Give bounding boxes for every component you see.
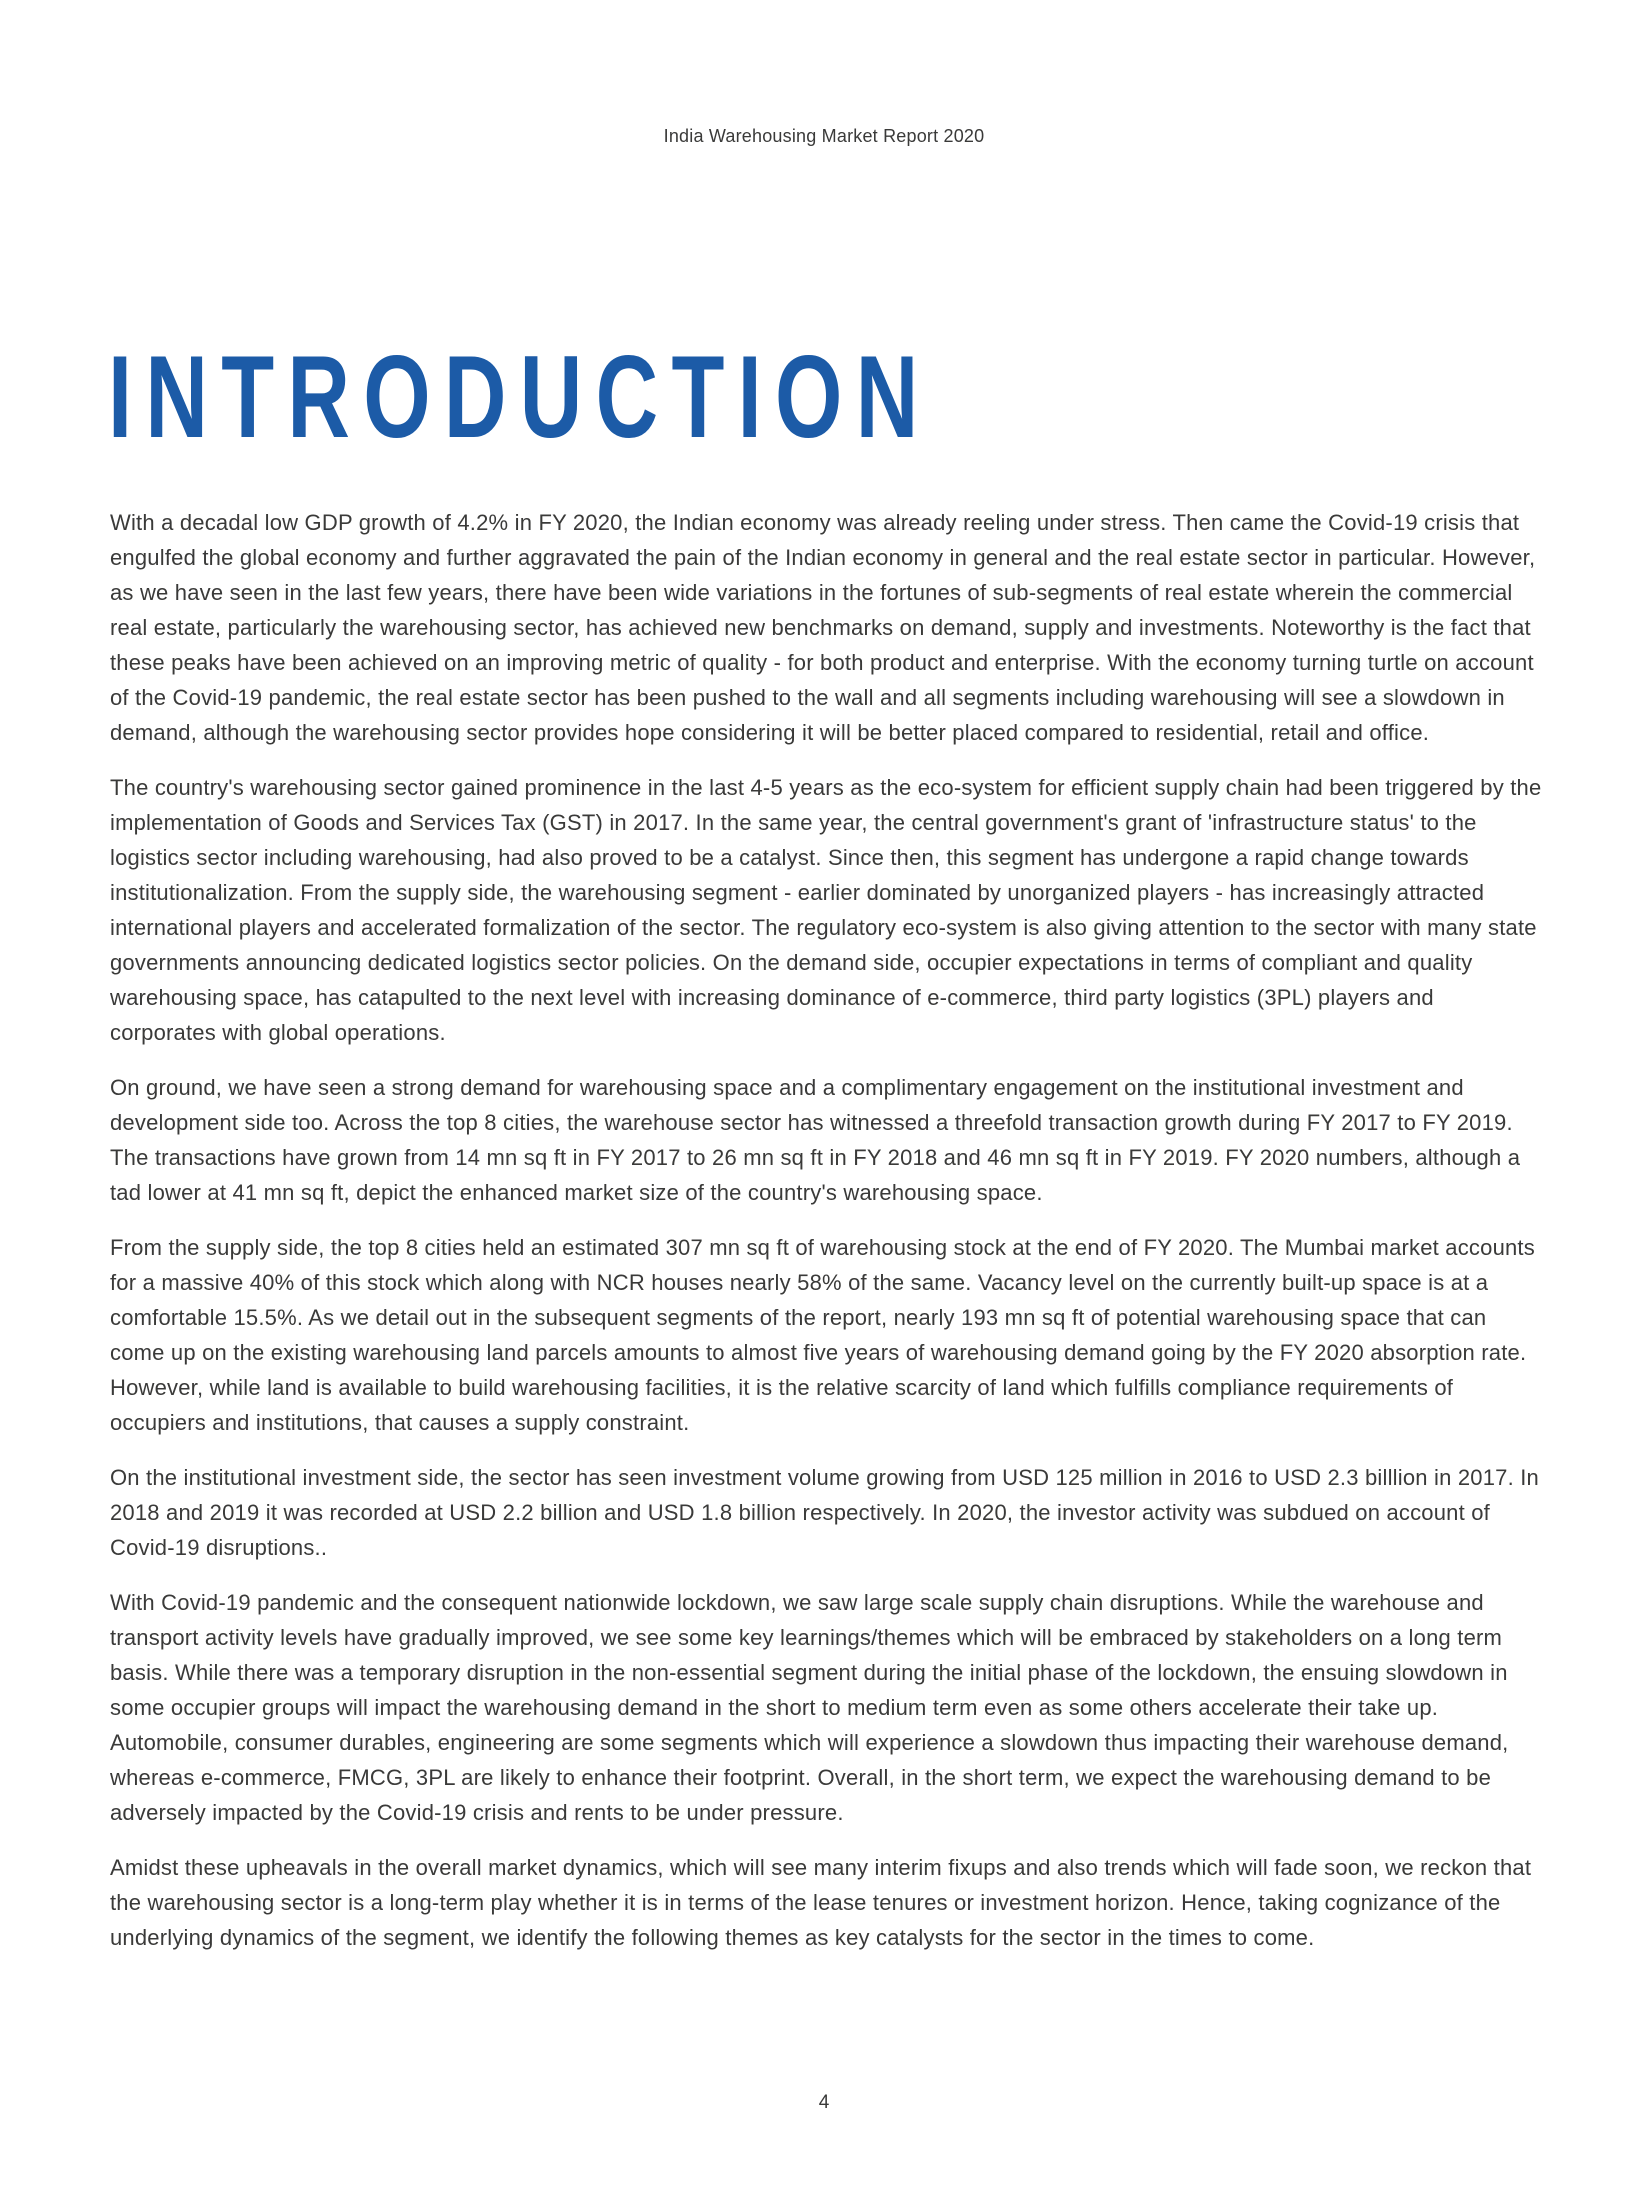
body-content	[110, 505, 1542, 1975]
paragraph: Amidst these upheavals in the overall market dynamics, which will see many interim fixups and also trends which will fade soon, we reckon that the warehousing sector is a long-term play whether it is in terms of the lease tenures or investment horizon. Hence, taking cognizance of the underlying dynamics of the segment, we identify the following themes as key catalysts for the sector in the times to come.	[110, 1855, 1532, 1950]
running-header: India Warehousing Market Report 2020	[663, 126, 985, 146]
page-number: 4	[818, 2092, 830, 2113]
paragraph: The country's warehousing sector gained prominence in the last 4-5 years as the eco-system for efficient supply chain had been triggered by the implementation of Goods and Services Tax (GST) in 2017. In the same year, the central government's grant of 'infrastructure status' to the logistics sector including warehousing, had also proved to be a catalyst. Since then, this segment has undergone a rapid change towards institutionalization. From the supply side, the warehousing segment - earlier dominated by unorganized players - has increasingly attracted international players and accelerated formalization of the sector. The regulatory eco-system is also giving attention to the sector with many state governments announcing dedicated logistics sector policies. On the demand side, occupier expectations in terms of compliant and quality warehousing space, has catapulted to the next level with increasing dominance of e-commerce, third party logistics (3PL) players and corporates with global operations.	[110, 775, 1542, 1045]
paragraph: From the supply side, the top 8 cities held an estimated 307 mn sq ft of warehousing stock at the end of FY 2020. The Mumbai market accounts for a massive 40% of this stock which along with NCR houses nearly 58% of the same. Vacancy level on the currently built-up space is at a comfortable 15.5%. As we detail out in the subsequent segments of the report, nearly 193 mn sq ft of potential warehousing space that can come up on the existing warehousing land parcels amounts to almost five years of warehousing demand going by the FY 2020 absorption rate. However, while land is available to build warehousing facilities, it is the relative scarcity of land which fulfills compliance requirements of occupiers and institutions, that causes a supply constraint.	[110, 1235, 1535, 1435]
paragraph: With Covid-19 pandemic and the consequent nationwide lockdown, we saw large scale supply chain disruptions. While the warehouse and transport activity levels have gradually improved, we see some key learnings/themes which will be embraced by stakeholders on a long term basis. While there was a temporary disruption in the non-essential segment during the initial phase of the lockdown, the ensuing slowdown in some occupier groups will impact the warehousing demand in the short to medium term even as some others accelerate their take up. Automobile, consumer durables, engineering are some segments which will experience a slowdown thus impacting their warehouse demand, whereas e-commerce, FMCG, 3PL are likely to enhance their footprint. Overall, in the short term, we expect the warehousing demand to be adversely impacted by the Covid-19 crisis and rents to be under pressure.	[110, 1590, 1509, 1825]
paragraph: With a decadal low GDP growth of 4.2% in FY 2020, the Indian economy was already reeling under stress. Then came the Covid-19 crisis that engulfed the global economy and further aggravated the pain of the Indian economy in general and the real estate sector in particular. However, as we have seen in the last few years, there have been wide variations in the fortunes of sub-segments of real estate wherein the commercial real estate, particularly the warehousing sector, has achieved new benchmarks on demand, supply and investments. Noteworthy is the fact that these peaks have been achieved on an improving metric of quality - for both product and enterprise. With the economy turning turtle on account of the Covid-19 pandemic, the real estate sector has been pushed to the wall and all segments including warehousing will see a slowdown in demand, although the warehousing sector provides hope considering it will be better placed compared to residential, retail and office.	[110, 510, 1536, 745]
page-title: INTRODUCTION	[108, 331, 932, 462]
paragraph: On the institutional investment side, the sector has seen investment volume growing from USD 125 million in 2016 to USD 2.3 billlion in 2017. In 2018 and 2019 it was recorded at USD 2.2 billion and USD 1.8 billion respectively. In 2020, the investor activity was subdued on account of Covid-19 disruptions..	[110, 1465, 1539, 1560]
paragraph: On ground, we have seen a strong demand for warehousing space and a complimentary engagement on the institutional investment and development side too. Across the top 8 cities, the warehouse sector has witnessed a threefold transaction growth during FY 2017 to FY 2019. The transactions have grown from 14 mn sq ft in FY 2017 to 26 mn sq ft in FY 2018 and 46 mn sq ft in FY 2019. FY 2020 numbers, although a tad lower at 41 mn sq ft, depict the enhanced market size of the country's warehousing space.	[110, 1075, 1521, 1205]
